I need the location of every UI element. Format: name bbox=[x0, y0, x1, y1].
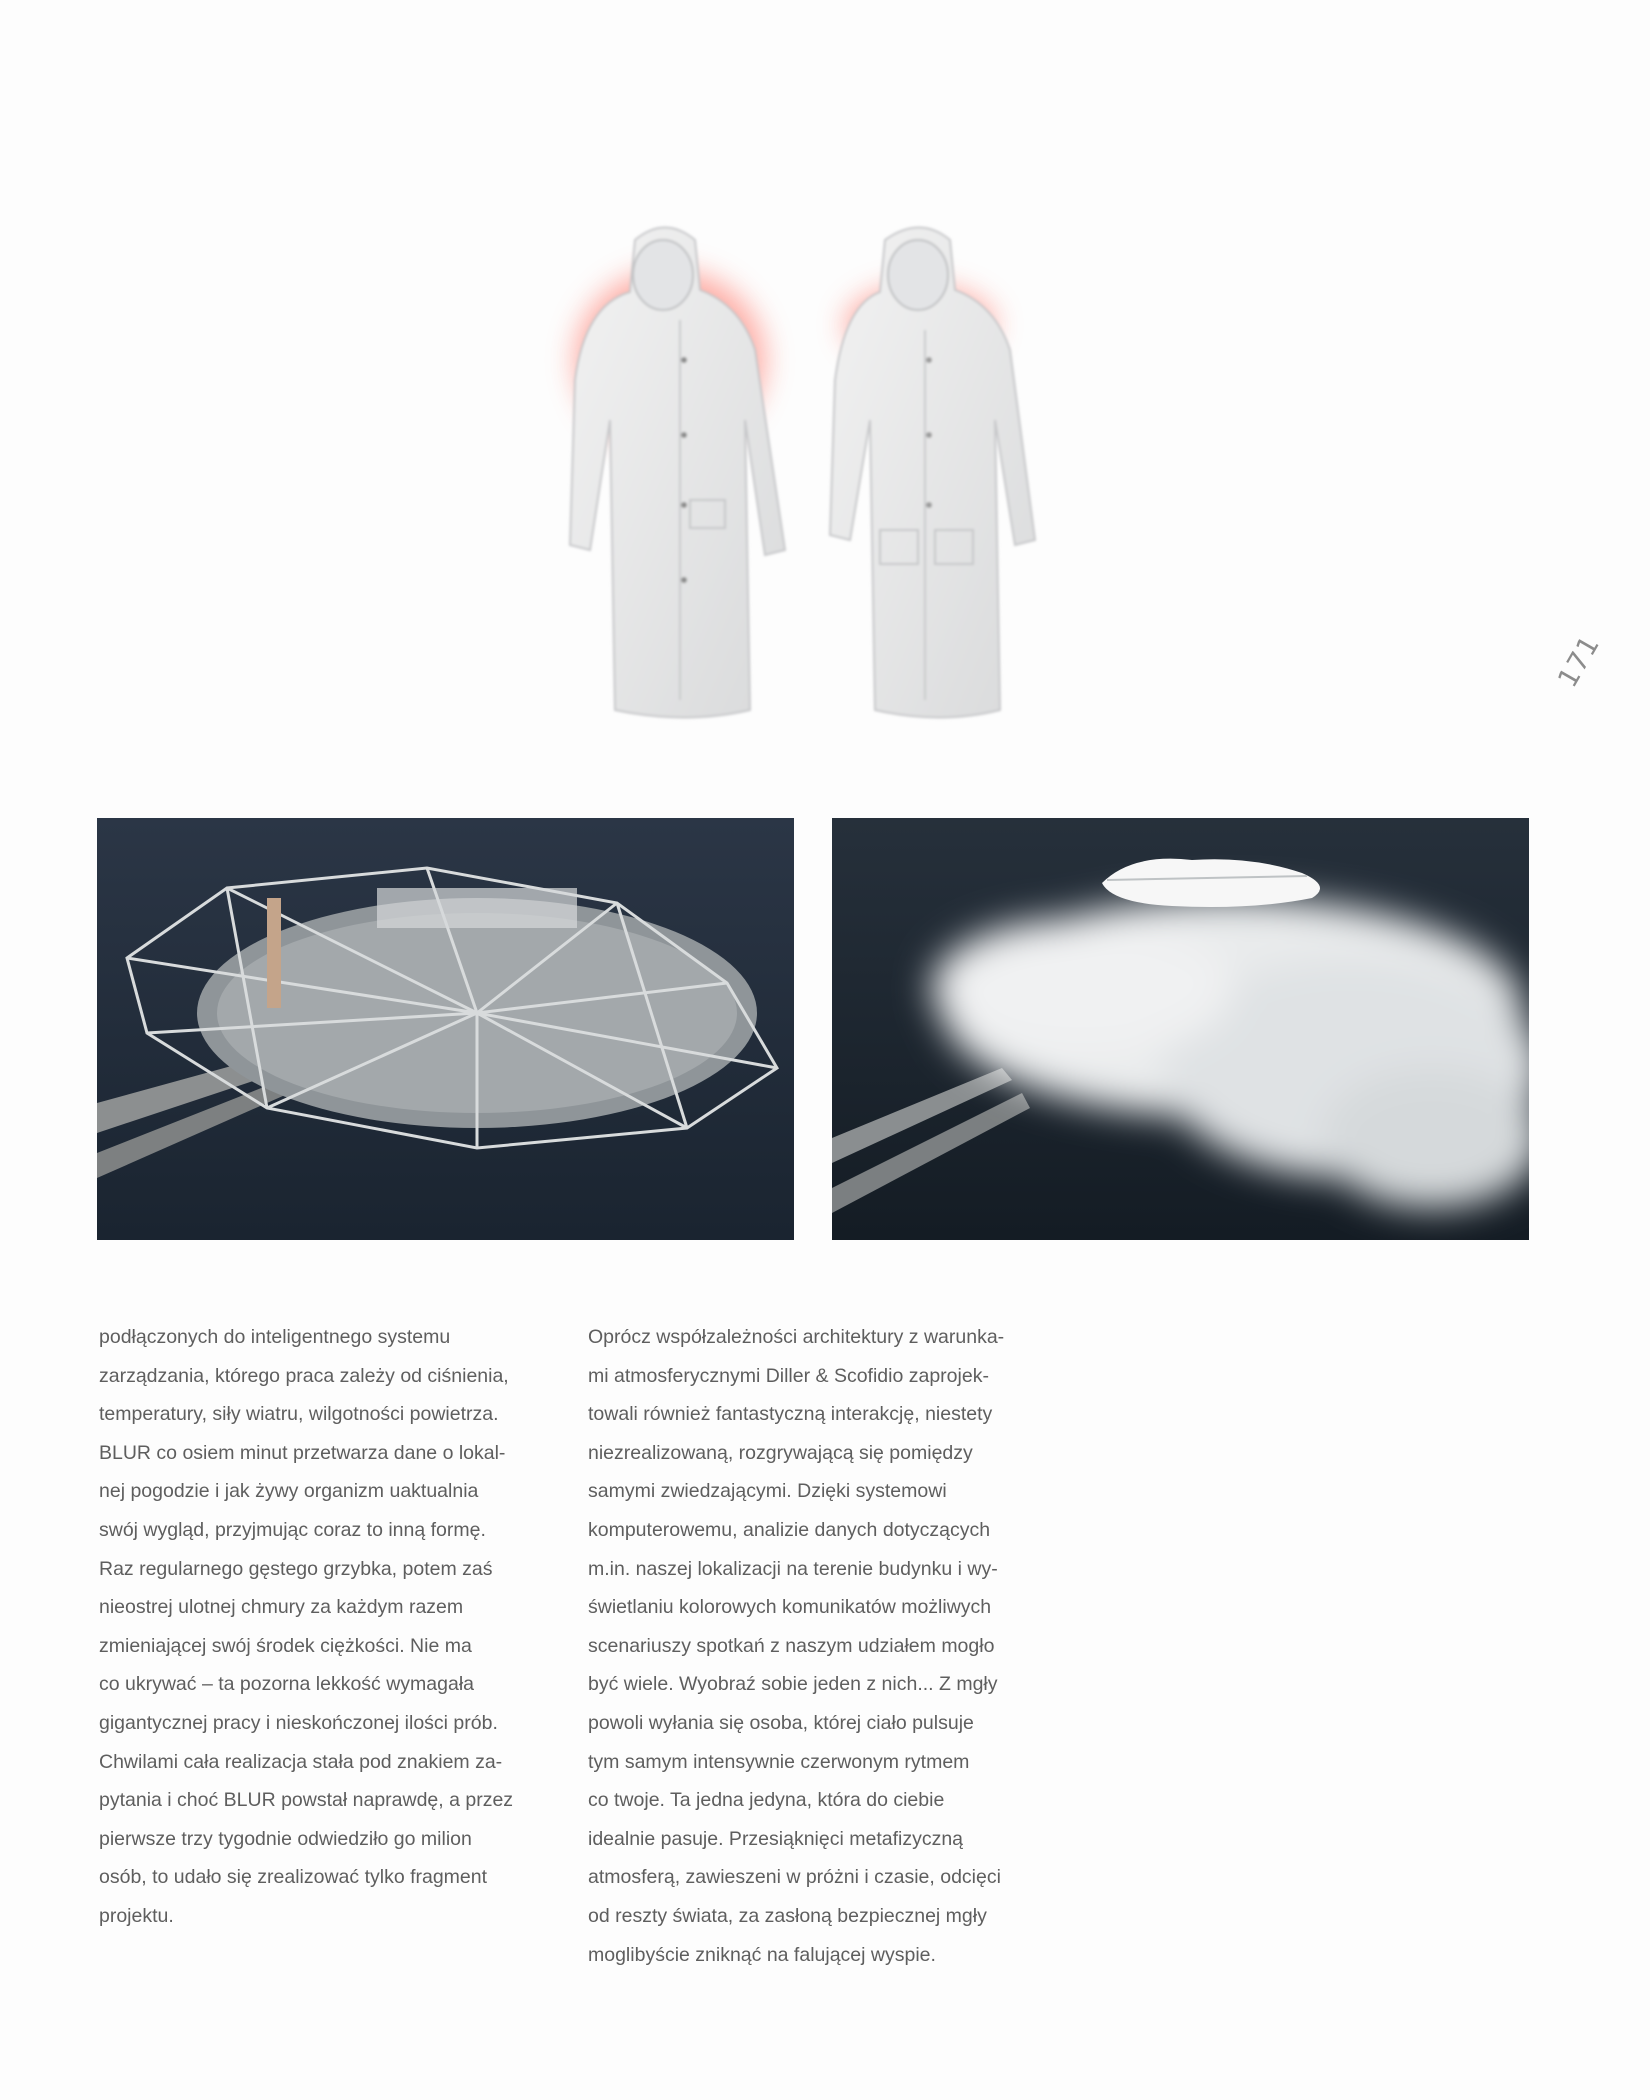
text-line: moglibyście zniknąć na falującej wyspie. bbox=[588, 1943, 936, 1966]
text-line: idealnie pasuje. Przesiąknięci metafizyczną bbox=[588, 1827, 964, 1850]
text-line: podłączonych do inteligentnego systemu bbox=[99, 1326, 451, 1348]
construction-photo-image bbox=[97, 818, 794, 1240]
text-line: projektu. bbox=[99, 1904, 174, 1927]
text-line: atmosferą, zawieszeni w próżni i czasie, odcięci bbox=[588, 1866, 1001, 1889]
text-line: powoli wyłania się osoba, której ciało pulsuje bbox=[588, 1711, 974, 1734]
text-column-right bbox=[588, 1318, 1068, 1974]
text-line: m.in. naszej lokalizacji na terenie budynku i wy- bbox=[588, 1557, 998, 1580]
text-line: zmieniającej swój środek ciężkości. Nie ma bbox=[99, 1634, 472, 1657]
text-line: pierwsze trzy tygodnie odwiedziło go milion bbox=[99, 1827, 472, 1850]
text-line: świetlaniu kolorowych komunikatów możliwych bbox=[588, 1596, 992, 1619]
text-column-left bbox=[99, 1318, 569, 1936]
text-line: temperatury, siły wiatru, wilgotności powietrza. bbox=[99, 1403, 499, 1426]
text-line: Oprócz współzależności architektury z warunka- bbox=[588, 1326, 1005, 1348]
text-line: zarządzania, którego praca zależy od ciśnienia, bbox=[99, 1364, 509, 1387]
raincoats-figure bbox=[540, 220, 1080, 740]
text-line: Chwilami cała realizacja stała pod znakiem za- bbox=[99, 1750, 503, 1773]
page-number: 171 bbox=[1552, 630, 1607, 693]
text-line: od reszty świata, za zasłoną bezpiecznej mgły bbox=[588, 1904, 987, 1927]
text-line: co ukrywać – ta pozorna lekkość wymagała bbox=[99, 1673, 475, 1696]
text-line: komputerowemu, analizie danych dotyczących bbox=[588, 1518, 991, 1541]
photo-fog bbox=[832, 818, 1529, 1240]
text-line: osób, to udało się zrealizować tylko fragment bbox=[99, 1866, 488, 1889]
text-line: swój wygląd, przyjmując coraz to inną formę. bbox=[99, 1518, 486, 1541]
raincoat-icon bbox=[540, 220, 1080, 740]
text-line: pytania i choć BLUR powstał naprawdę, a przez bbox=[99, 1789, 514, 1812]
text-line: nej pogodzie i jak żywy organizm uaktualnia bbox=[99, 1480, 479, 1503]
text-line: tym samym intensywnie czerwonym rytmem bbox=[588, 1750, 970, 1773]
text-line: BLUR co osiem minut przetwarza dane o lokal- bbox=[99, 1441, 506, 1464]
text-line: być wiele. Wyobraź sobie jeden z nich... Z mgły bbox=[588, 1673, 998, 1696]
text-line: mi atmosferycznymi Diller & Scofidio zaprojek- bbox=[588, 1364, 989, 1387]
text-line: samymi zwiedzającymi. Dzięki systemowi bbox=[588, 1480, 947, 1503]
text-line: scenariuszy spotkań z naszym udziałem mogło bbox=[588, 1634, 995, 1657]
text-line: gigantycznej pracy i nieskończonej ilości prób. bbox=[99, 1711, 498, 1734]
text-line: towali również fantastyczną interakcję, niestety bbox=[588, 1403, 993, 1426]
photo-construction bbox=[97, 818, 794, 1240]
text-line: nieostrej ulotnej chmury za każdym razem bbox=[99, 1596, 464, 1619]
text-line: Raz regularnego gęstego grzybka, potem zaś bbox=[99, 1557, 493, 1580]
text-line: niezrealizowaną, rozgrywającą się pomiędzy bbox=[588, 1441, 973, 1464]
fog-photo-image bbox=[832, 818, 1529, 1240]
text-line: co twoje. Ta jedna jedyna, która do ciebie bbox=[588, 1789, 945, 1812]
